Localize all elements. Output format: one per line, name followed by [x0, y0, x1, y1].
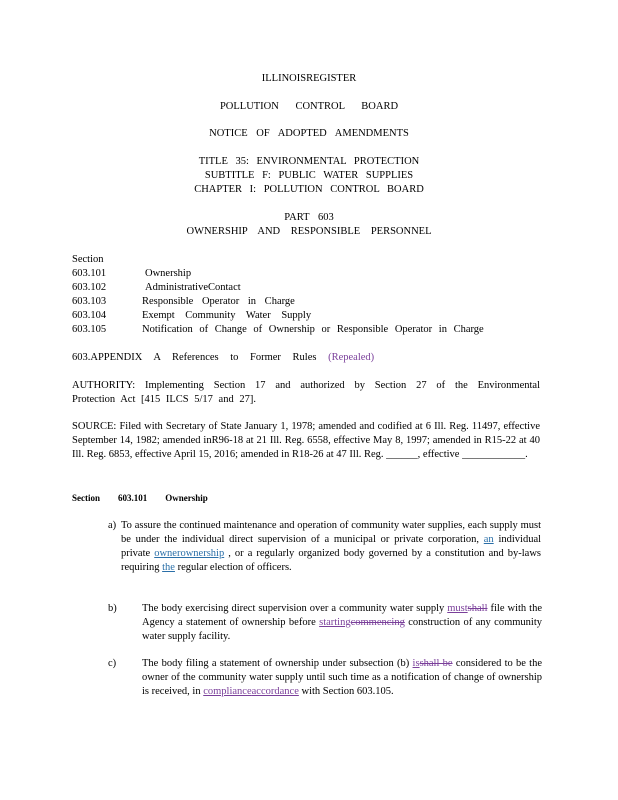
- section-name: Ownership: [165, 493, 208, 503]
- text-run: The body filing a statement of ownership under subsection (b): [142, 658, 410, 669]
- authority-note: AUTHORITY: Implementing Section 17 and authorized by Section 27 of the Environmental Protection Act [415 ILCS 5/17 and 27].: [72, 380, 540, 405]
- source-effective: , effective: [417, 449, 460, 460]
- inserted-text: is: [412, 658, 420, 669]
- text-run: regular election of officers.: [177, 562, 292, 573]
- subsection-b-label: b): [108, 603, 117, 614]
- appendix-status: (Repealed): [328, 352, 375, 363]
- toc-heading: Section: [72, 254, 104, 265]
- deleted-text: accordance: [251, 686, 299, 697]
- inserted-text: compliance: [203, 686, 252, 697]
- text-run: file with the Agency a statement of ownership before: [142, 603, 542, 628]
- toc-item-number: 603.102: [72, 282, 107, 293]
- title-line: TITLE 35: ENVIRONMENTAL PROTECTION: [198, 156, 420, 167]
- toc-item-number: 603.105: [72, 324, 107, 335]
- section-number: 603.101: [118, 493, 148, 503]
- text-run: To assure the continued maintenance and operation of community water supplies, each supply must be under the individual direct supervision of a municipal or private corporation,: [121, 520, 541, 545]
- text-run: individual private: [121, 534, 542, 559]
- text-run: The body exercising direct supervision over a community water supply: [142, 603, 445, 614]
- section-label: Section: [72, 493, 100, 503]
- deleted-text: shall be: [419, 658, 453, 669]
- subsection-b-text: [142, 602, 542, 644]
- deleted-text: ownership: [180, 548, 225, 559]
- subsection-c-label: c): [108, 658, 117, 669]
- text-run: with Section 603.105.: [301, 686, 394, 697]
- source-blank-register: ______: [386, 449, 418, 460]
- source-note: [72, 420, 540, 462]
- part-name: OWNERSHIP AND RESPONSIBLE PERSONNEL: [186, 226, 432, 237]
- subsection-c-text: [142, 657, 542, 699]
- toc-item-number: 603.103: [72, 296, 107, 307]
- board-name: POLLUTION CONTROL BOARD: [219, 101, 399, 112]
- deleted-text: shall: [467, 603, 488, 614]
- subsection-a-label: a): [108, 520, 117, 531]
- section-heading: [72, 491, 208, 505]
- inserted-text: an: [483, 534, 494, 545]
- toc-item-number: 603.101: [72, 268, 107, 279]
- source-blank-date: ____________.: [462, 449, 528, 460]
- subsection-a-text: [121, 519, 541, 575]
- appendix-title: 603.APPENDIX A References to Former Rules: [72, 352, 317, 363]
- toc-item-title: Ownership: [145, 268, 192, 279]
- toc-item-number: 603.104: [72, 310, 107, 321]
- toc-item-title: Responsible Operator in Charge: [142, 296, 295, 307]
- chapter-line: CHAPTER I: POLLUTION CONTROL BOARD: [194, 184, 424, 195]
- toc-item-title: Notification of Change of Ownership or Responsible Operator in Charge: [142, 324, 484, 335]
- toc-item-title: Exempt Community Water Supply: [142, 310, 312, 321]
- text-run: considered to be the owner of the community water supply until such time as a notification of change of ownership is received, in: [142, 658, 543, 697]
- text-run: , or a regularly organized body governed by a constitution and by-laws requiring: [121, 548, 542, 573]
- subtitle-line: SUBTITLE F: PUBLIC WATER SUPPLIES: [204, 170, 414, 181]
- text-run: construction of any community water supply facility.: [142, 617, 542, 642]
- inserted-text: the: [162, 562, 175, 573]
- inserted-text: owner: [154, 548, 181, 559]
- part-number: PART 603: [284, 212, 334, 223]
- register-header: ILLINOISREGISTER: [261, 73, 357, 84]
- inserted-text: must: [447, 603, 468, 614]
- deleted-text: commencing: [350, 617, 405, 628]
- inserted-text: starting: [319, 617, 351, 628]
- notice-heading: NOTICE OF ADOPTED AMENDMENTS: [209, 128, 409, 139]
- toc-item-title: AdministrativeContact: [145, 282, 241, 293]
- source-text: SOURCE: Filed with Secretary of State January 1, 1978; amended and codified at 6 Ill. Reg. 11497, effective September 14, 1982; amended inR96-18 at 21 Ill. Reg. 6558, effective May 8, 1997; amended in R15-22 at 40 Ill. Reg. 6853, effective April 15, 2016; amended in R18-26 at 47 Ill. Reg.: [72, 421, 540, 460]
- toc-appendix: [72, 351, 374, 365]
